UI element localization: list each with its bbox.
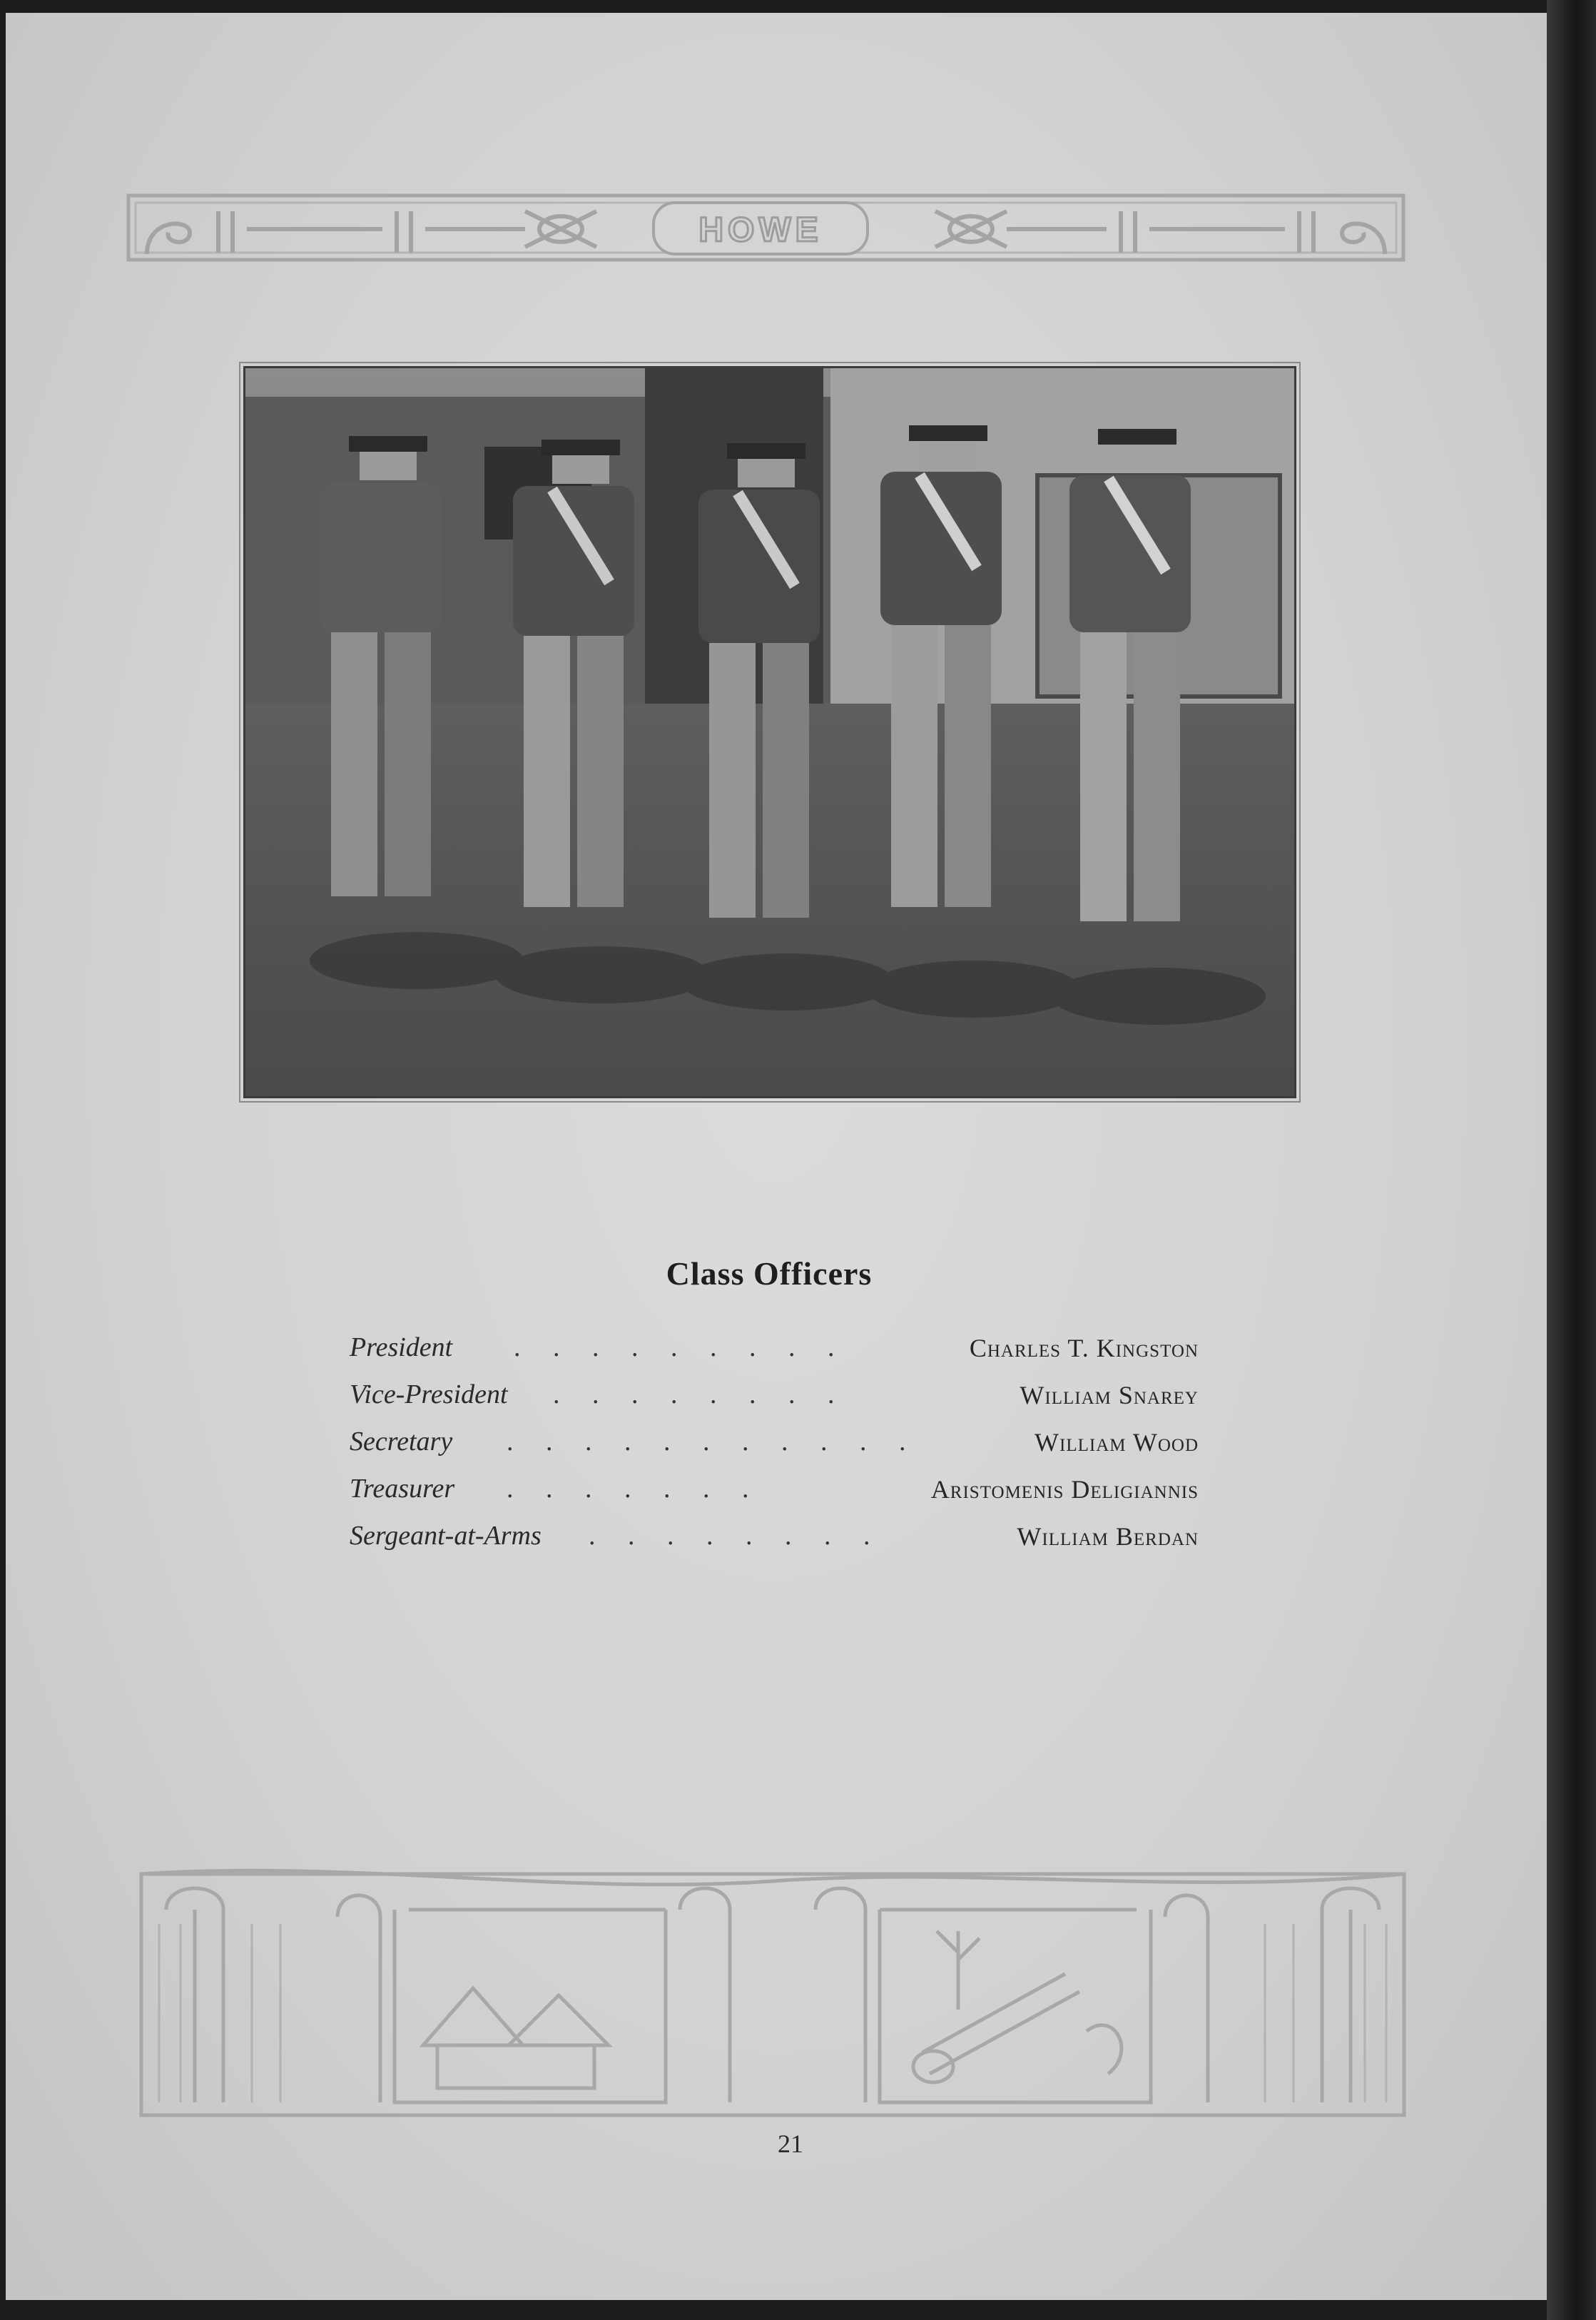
officer-role: Treasurer <box>350 1474 455 1504</box>
officer-row <box>350 1426 1199 1473</box>
paper-sheet <box>6 13 1547 2300</box>
book-spine-edge <box>1547 0 1596 2320</box>
header-banner <box>126 190 1406 264</box>
leader-dots: . . . . . . . . <box>589 1521 883 1551</box>
leader-dots: . . . . . . . . . <box>514 1332 848 1362</box>
leader-dots: . . . . . . . . . . . <box>507 1427 919 1457</box>
section-title: Class Officers <box>666 1255 873 1292</box>
photo-illustration <box>245 368 1294 1096</box>
officer-name: William Berdan <box>1017 1522 1199 1551</box>
officer-role: Sergeant-at-Arms <box>350 1521 542 1551</box>
officer-name: William Wood <box>1035 1428 1199 1457</box>
officer-name: William Snarey <box>1020 1381 1199 1409</box>
officer-role: Vice-President <box>350 1379 508 1409</box>
leader-dots: . . . . . . . . <box>553 1379 848 1409</box>
officer-role: President <box>350 1332 453 1362</box>
officer-row <box>350 1520 1199 1567</box>
officers-list <box>350 1332 1199 1567</box>
officer-role: Secretary <box>350 1427 453 1457</box>
leader-dots: . . . . . . . <box>507 1474 762 1504</box>
officer-row <box>350 1473 1199 1520</box>
officer-row <box>350 1379 1199 1426</box>
officer-row <box>350 1332 1199 1379</box>
class-officers-photo <box>243 366 1296 1098</box>
footer-banner <box>138 1867 1408 2120</box>
page-number: 21 <box>778 2129 803 2158</box>
officer-name: Charles T. Kingston <box>969 1334 1199 1362</box>
header-banner-text: HOWE <box>698 211 823 249</box>
officer-name: Aristomenis Deligiannis <box>930 1475 1199 1504</box>
